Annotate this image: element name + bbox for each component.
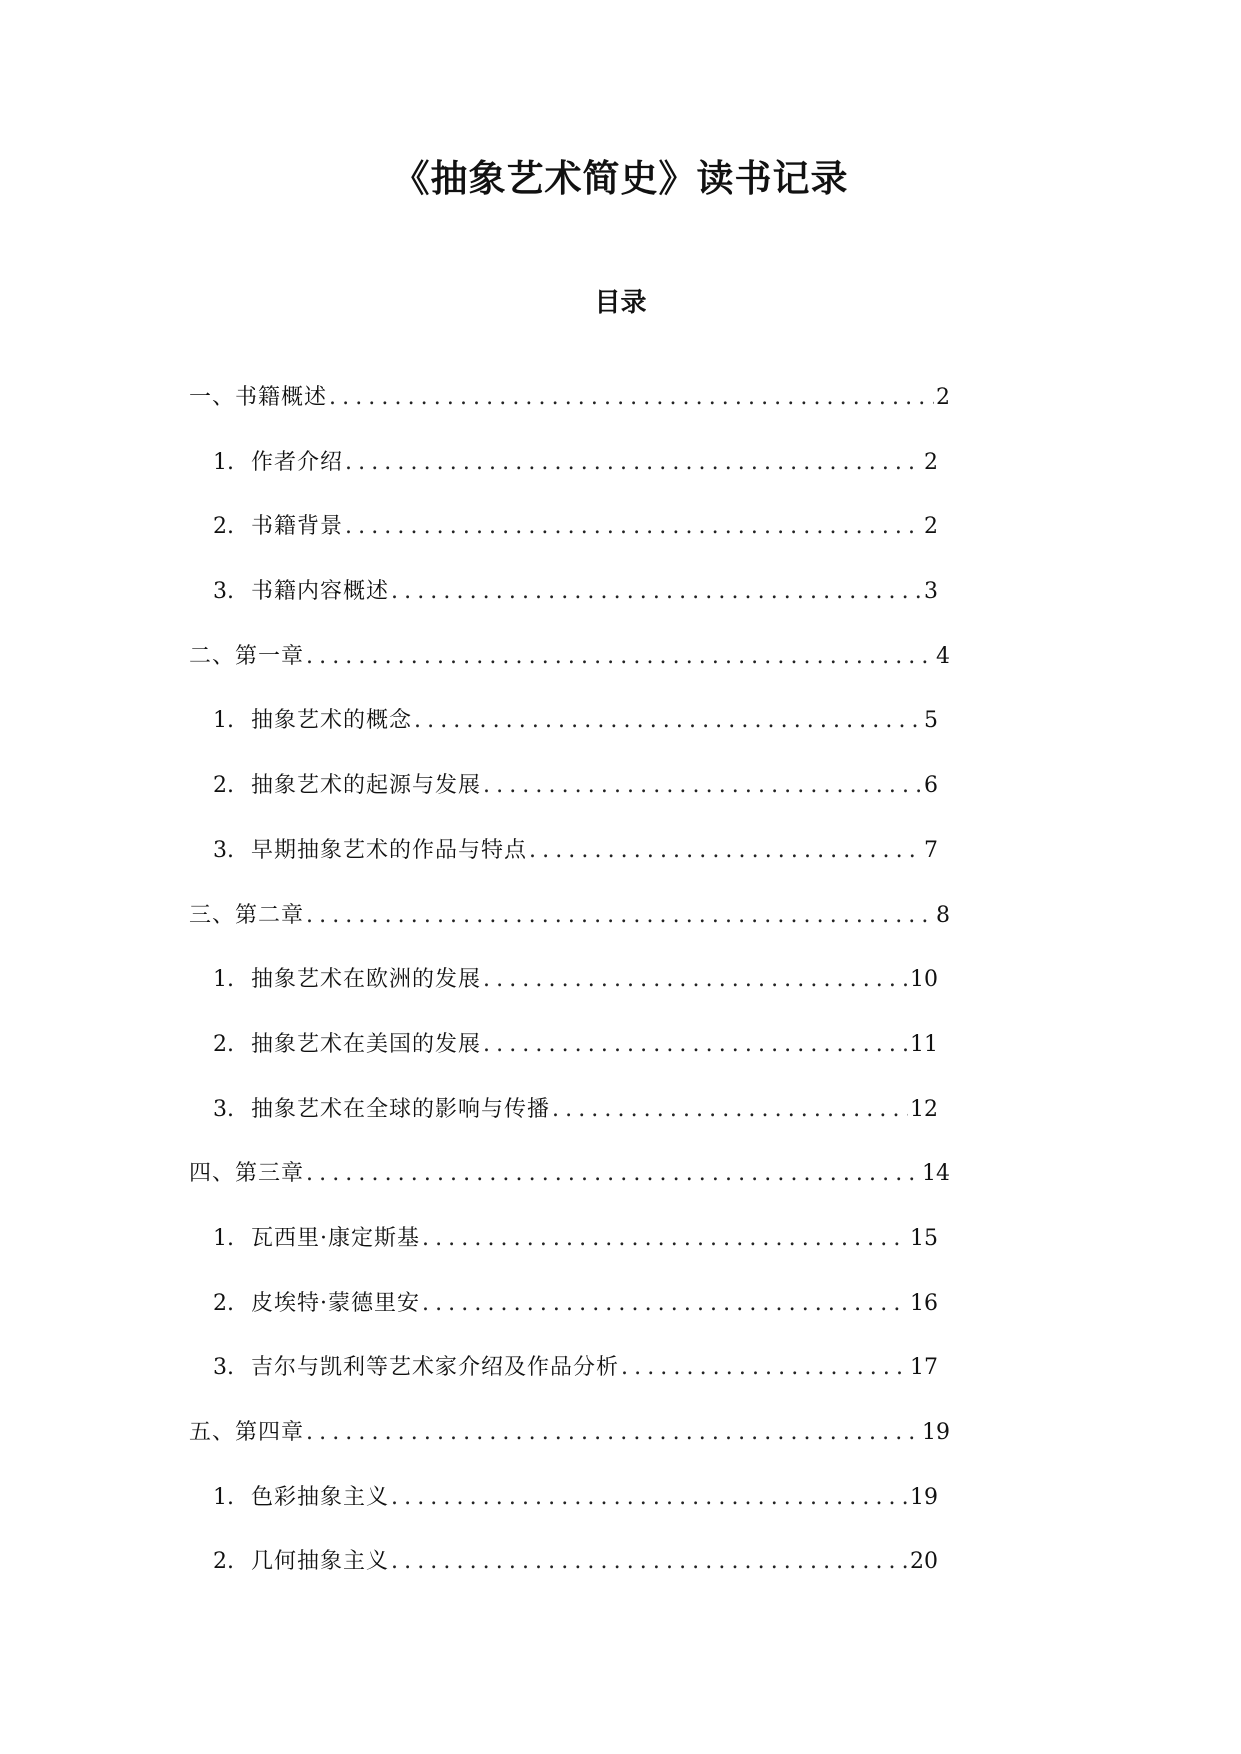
toc-entry-label: 抽象艺术在美国的发展 [251, 1031, 482, 1057]
toc-entry-page: 11 [910, 1031, 938, 1057]
toc-entry-page: 5 [924, 708, 938, 734]
toc-entry-number: 3. [213, 579, 234, 605]
toc-entry-page: 17 [910, 1355, 938, 1381]
dot-leader [420, 1289, 908, 1319]
dot-leader [327, 383, 934, 413]
toc-entry-page: 6 [924, 773, 938, 799]
dot-leader [304, 1159, 920, 1189]
toc-entry-section[interactable] [0, 448, 938, 513]
toc-entry-chapter[interactable] [0, 1159, 950, 1224]
toc-entry-page: 16 [910, 1290, 938, 1316]
toc-entry-label: 作者介绍 [251, 449, 344, 475]
dot-leader [343, 512, 922, 542]
toc-entry-number: 2. [213, 1031, 234, 1057]
toc-entry-chapter[interactable] [0, 901, 950, 966]
toc-entry-page: 14 [922, 1161, 950, 1187]
toc-entry-page: 19 [910, 1484, 938, 1510]
toc-entry-label: 书籍背景 [251, 514, 344, 540]
toc-entry-page: 3 [924, 579, 938, 605]
toc-entry-number: 2. [213, 1290, 234, 1316]
dot-leader [481, 965, 908, 995]
document-title: 《抽象艺术简史》读书记录 [392, 157, 849, 200]
toc-entry-section[interactable] [0, 1547, 938, 1612]
toc-entry-label: 一、书籍概述 [189, 385, 328, 410]
table-of-contents [0, 383, 1241, 1612]
toc-entry-section[interactable] [0, 512, 938, 577]
dot-leader [527, 836, 922, 866]
dot-leader [304, 1418, 920, 1448]
dot-leader [304, 642, 934, 672]
toc-entry-chapter[interactable] [0, 1418, 950, 1483]
toc-entry-label: 皮埃特·蒙德里安 [251, 1290, 420, 1316]
toc-entry-page: 10 [910, 967, 938, 993]
dot-leader [481, 771, 922, 801]
toc-entry-label: 几何抽象主义 [251, 1549, 390, 1575]
toc-entry-label: 二、第一章 [189, 643, 305, 669]
toc-entry-page: 4 [936, 643, 950, 669]
toc-entry-number: 1. [213, 1484, 234, 1510]
toc-entry-section[interactable] [0, 1224, 938, 1289]
toc-entry-chapter[interactable] [0, 383, 950, 448]
toc-entry-number: 2. [213, 773, 234, 799]
toc-entry-section[interactable] [0, 1030, 938, 1095]
toc-entry-section[interactable] [0, 706, 938, 771]
dot-leader [619, 1353, 908, 1383]
toc-entry-number: 2. [213, 514, 234, 540]
toc-entry-section[interactable] [0, 771, 938, 836]
toc-entry-section[interactable] [0, 577, 938, 642]
dot-leader [389, 1483, 908, 1513]
toc-entry-page: 19 [922, 1420, 950, 1445]
toc-entry-number: 1. [213, 1225, 234, 1251]
toc-entry-page: 12 [910, 1096, 938, 1122]
toc-entry-section[interactable] [0, 836, 938, 901]
toc-entry-label: 抽象艺术在欧洲的发展 [251, 967, 482, 993]
toc-entry-section[interactable] [0, 1289, 938, 1354]
toc-entry-label: 四、第三章 [189, 1161, 305, 1187]
dot-leader [420, 1224, 908, 1254]
toc-entry-section[interactable] [0, 1483, 938, 1548]
toc-entry-number: 2. [213, 1549, 234, 1575]
toc-entry-label: 书籍内容概述 [251, 579, 390, 605]
toc-entry-page: 15 [910, 1225, 938, 1251]
toc-entry-label: 瓦西里·康定斯基 [251, 1225, 420, 1251]
toc-entry-label: 色彩抽象主义 [251, 1484, 390, 1510]
toc-entry-page: 2 [924, 449, 938, 475]
toc-entry-label: 五、第四章 [189, 1420, 305, 1445]
dot-leader [550, 1095, 908, 1125]
toc-entry-section[interactable] [0, 1095, 938, 1160]
toc-entry-section[interactable] [0, 1353, 938, 1418]
dot-leader [389, 1547, 908, 1577]
toc-heading: 目录 [594, 288, 647, 318]
toc-entry-number: 1. [213, 967, 234, 993]
dot-leader [343, 448, 922, 478]
toc-entry-page: 2 [924, 514, 938, 540]
toc-entry-page: 8 [936, 902, 950, 928]
dot-leader [412, 706, 922, 736]
toc-entry-number: 3. [213, 1096, 234, 1122]
dot-leader [481, 1030, 908, 1060]
toc-entry-section[interactable] [0, 965, 938, 1030]
toc-entry-page: 20 [910, 1549, 938, 1575]
dot-leader [389, 577, 922, 607]
toc-entry-number: 1. [213, 708, 234, 734]
toc-entry-chapter[interactable] [0, 642, 950, 707]
toc-entry-number: 1. [213, 449, 234, 475]
dot-leader [304, 901, 934, 931]
toc-entry-number: 3. [213, 1355, 234, 1381]
toc-entry-label: 抽象艺术的起源与发展 [251, 773, 482, 799]
toc-entry-number: 3. [213, 837, 234, 863]
toc-entry-label: 吉尔与凯利等艺术家介绍及作品分析 [251, 1355, 620, 1381]
toc-entry-page: 2 [936, 385, 950, 410]
toc-entry-label: 早期抽象艺术的作品与特点 [251, 837, 528, 863]
toc-entry-label: 抽象艺术的概念 [251, 708, 413, 734]
toc-entry-page: 7 [924, 837, 938, 863]
toc-entry-label: 抽象艺术在全球的影响与传播 [251, 1096, 551, 1122]
toc-entry-label: 三、第二章 [189, 902, 305, 928]
